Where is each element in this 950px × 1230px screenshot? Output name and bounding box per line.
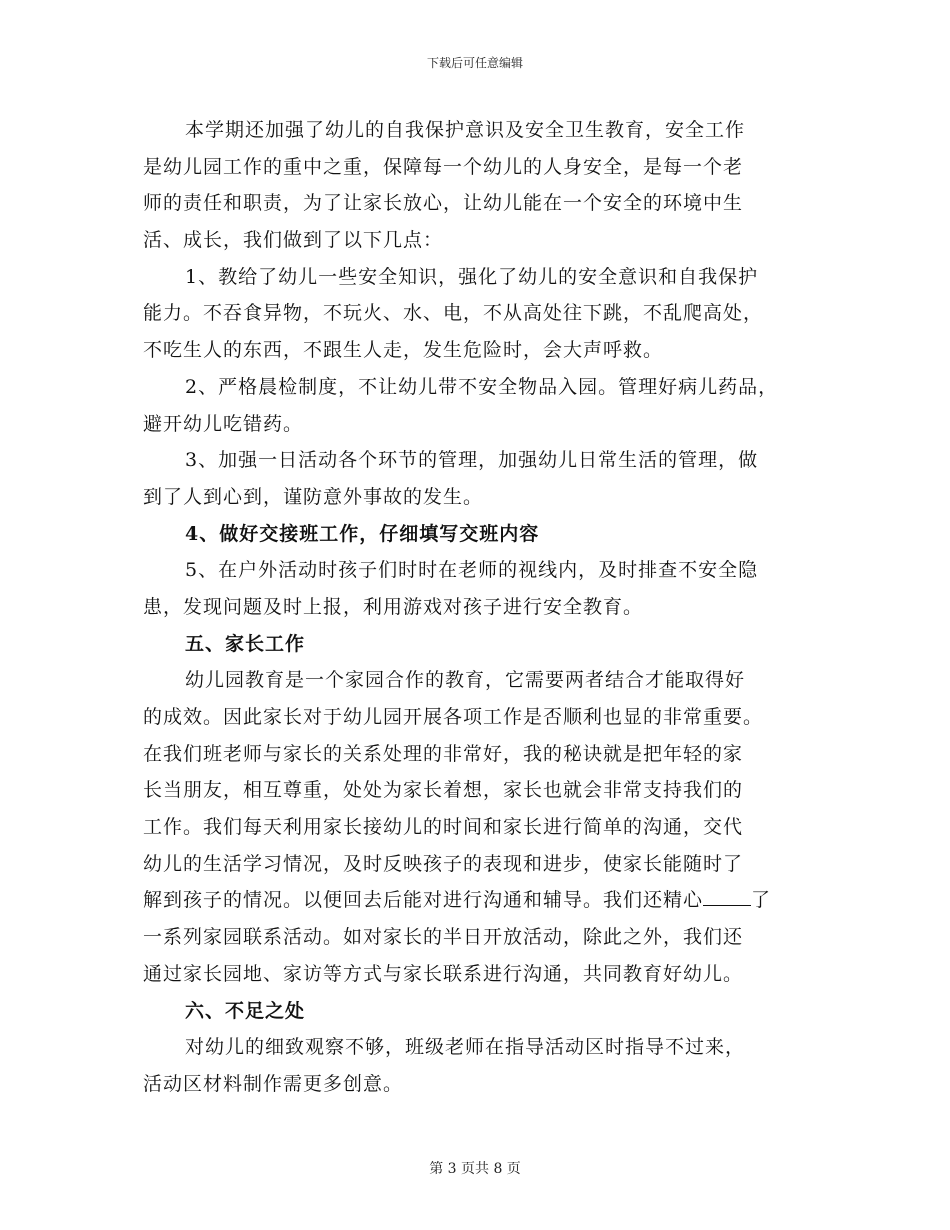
paragraph-line: [143, 442, 813, 479]
paragraph-line: [143, 259, 813, 296]
line-text: 5、在户外活动时孩子们时时在老师的视线内，及时排查不安全隐: [185, 559, 759, 582]
paragraph-line: [143, 736, 813, 773]
page-footer: 第 3 页共 8 页: [429, 1161, 521, 1177]
line-text: 幼儿园教育是一个家园合作的教育，它需要两者结合才能取得好: [185, 669, 746, 692]
line-text: 在我们班老师与家长的关系处理的非常好，我的秘诀就是把年轻的家: [143, 742, 744, 765]
paragraph-line: [143, 956, 813, 993]
line-text: 长当朋友，相互尊重，处处为家长着想，家长也就会非常支持我们的: [143, 779, 744, 802]
line-text: 活动区材料制作需更多创意。: [143, 1072, 404, 1095]
line-text: 的成效。因此家长对于幼儿园开展各项工作是否顺利也显的非常重要。: [143, 706, 764, 728]
line-text: 活、成长，我们做到了以下几点：: [143, 229, 444, 252]
paragraph-line: [143, 1066, 813, 1103]
paragraph-line: [143, 699, 813, 736]
section-heading: [143, 516, 813, 553]
line-text: 六、不足之处: [185, 999, 306, 1022]
section-heading: [143, 626, 813, 663]
line-text: 师的责任和职责，为了让家长放心，让幼儿能在一个安全的环境中生: [143, 192, 744, 215]
paragraph-line: [143, 589, 813, 626]
paragraph-line: [143, 882, 813, 919]
line-text: 到了人到心到，谨防意外事故的发生。: [143, 485, 484, 508]
paragraph-line: [143, 295, 813, 332]
paragraph-line: [143, 479, 813, 516]
paragraph-line: [143, 112, 813, 149]
line-text: 2、严格晨检制度，不让幼儿带不安全物品入园。管理好病儿药品，: [185, 375, 779, 398]
line-text: 能力。不吞食异物，不玩火、水、电，不从高处往下跳，不乱爬高处，: [143, 302, 764, 325]
paragraph-line: [143, 369, 813, 406]
paragraph-line: [143, 772, 813, 809]
paragraph-line: [143, 809, 813, 846]
line-text: 对幼儿的细致观察不够，班级老师在指导活动区时指导不过来，: [185, 1036, 746, 1059]
line-text: 五、家长工作: [185, 632, 306, 655]
paragraph-line: [143, 185, 813, 222]
paragraph-line: [143, 552, 813, 589]
line-text: 通过家长园地、家访等方式与家长联系进行沟通，共同教育好幼儿。: [143, 962, 744, 985]
paragraph-line: [143, 662, 813, 699]
fill-in-blank: [703, 891, 751, 906]
line-text: 患，发现问题及时上报，利用游戏对孩子进行安全教育。: [143, 595, 644, 618]
line-text: 3、加强一日活动各个环节的管理，加强幼儿日常生活的管理，做: [185, 449, 759, 472]
line-text: 不吃生人的东西，不跟生人走，发生危险时，会大声呼救。: [143, 339, 664, 362]
page-header: 下载后可任意编辑: [426, 56, 523, 70]
line-text: 1、教给了幼儿一些安全知识，强化了幼儿的安全意识和自我保护: [185, 265, 759, 288]
line-text: 4、做好交接班工作，仔细填写交班内容: [185, 522, 540, 545]
section-heading: [143, 993, 813, 1030]
paragraph-line: [143, 919, 813, 956]
paragraph-line: [143, 1029, 813, 1066]
line-text: 解到孩子的情况。以便回去后能对进行沟通和辅导。我们还精心: [143, 889, 704, 912]
line-tail-text: 了: [751, 889, 772, 912]
line-text: 是幼儿园工作的重中之重，保障每一个幼儿的人身安全，是每一个老: [143, 155, 744, 178]
line-text: 一系列家园联系活动。如对家长的半日开放活动，除此之外，我们还: [143, 926, 744, 949]
paragraph-line: [143, 406, 813, 443]
line-text: 避开幼儿吃错药。: [143, 412, 304, 435]
paragraph-line: [143, 332, 813, 369]
document-body: [143, 112, 813, 1103]
paragraph-line: [143, 222, 813, 259]
line-text: 本学期还加强了幼儿的自我保护意识及安全卫生教育，安全工作: [185, 119, 746, 141]
paragraph-line: [143, 149, 813, 186]
line-text: 工作。我们每天利用家长接幼儿的时间和家长进行简单的沟通，交代: [143, 816, 744, 839]
paragraph-line: [143, 846, 813, 883]
line-text: 幼儿的生活学习情况，及时反映孩子的表现和进步，使家长能随时了: [143, 852, 744, 875]
